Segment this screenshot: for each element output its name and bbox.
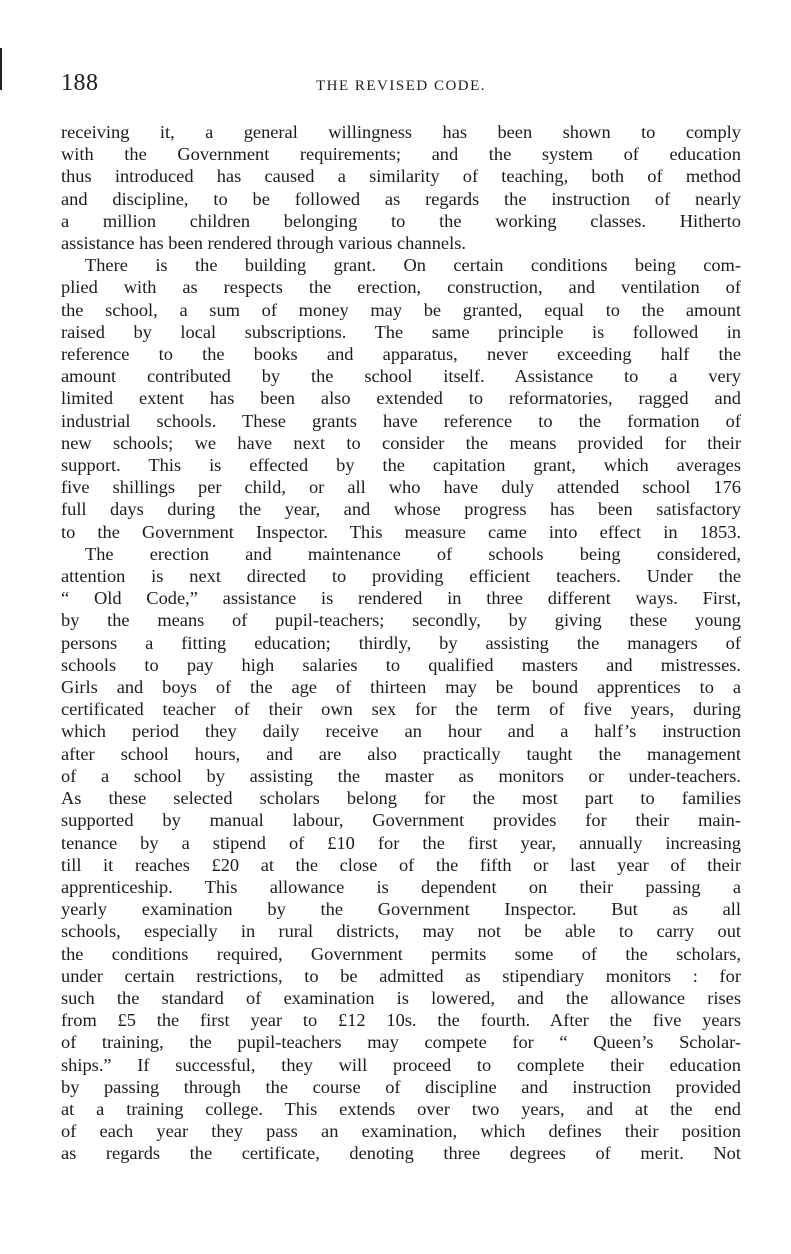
- text-line: with the Government requirements; and the system of education: [61, 144, 741, 165]
- text-line: supported by manual labour, Government provides for their main-: [61, 810, 741, 831]
- body-text: [61, 121, 741, 1165]
- text-line: which period they daily receive an hour and a half’s instruction: [61, 721, 741, 742]
- text-line: by the means of pupil-teachers; secondly, by giving these young: [61, 610, 741, 631]
- page-number: 188: [61, 70, 99, 96]
- book-page: [61, 66, 741, 1164]
- text-line: There is the building grant. On certain conditions being com-: [85, 255, 741, 276]
- text-line: the conditions required, Government permits some of the scholars,: [61, 943, 741, 964]
- text-line: and discipline, to be followed as regards the instruction of nearly: [61, 188, 741, 209]
- binding-edge-rule: [0, 48, 2, 90]
- text-line: after school hours, and are also practically taught the management: [61, 743, 741, 764]
- text-line: industrial schools. These grants have reference to the formation of: [61, 410, 741, 431]
- text-line: The erection and maintenance of schools being considered,: [85, 543, 741, 564]
- text-line: of training, the pupil-teachers may compete for “ Queen’s Scholar-: [61, 1032, 741, 1053]
- text-line: as regards the certificate, denoting three degrees of merit. Not: [61, 1143, 741, 1164]
- text-line: to the Government Inspector. This measure came into effect in 1853.: [61, 521, 741, 542]
- text-line: raised by local subscriptions. The same principle is followed in: [61, 321, 741, 342]
- text-line: under certain restrictions, to be admitted as stipendiary monitors : for: [61, 965, 741, 986]
- text-line: at a training college. This extends over two years, and at the end: [61, 1098, 741, 1119]
- text-line: new schools; we have next to consider the means provided for their: [61, 432, 741, 453]
- text-line: plied with as respects the erection, construction, and ventilation of: [61, 277, 741, 298]
- text-line: receiving it, a general willingness has been shown to comply: [61, 122, 741, 142]
- text-line: by passing through the course of discipline and instruction provided: [61, 1076, 741, 1097]
- page-header: [61, 66, 741, 106]
- text-line: “ Old Code,” assistance is rendered in three different ways. First,: [61, 588, 741, 609]
- text-line: a million children belonging to the working classes. Hitherto: [61, 210, 741, 231]
- text-line: the school, a sum of money may be granted, equal to the amount: [61, 299, 741, 320]
- text-line: of each year they pass an examination, which defines their position: [61, 1121, 741, 1142]
- text-line: tenance by a stipend of £10 for the first year, annually increasing: [61, 832, 741, 853]
- text-line: limited extent has been also extended to reformatories, ragged and: [61, 388, 741, 409]
- text-line: amount contributed by the school itself. Assistance to a very: [61, 366, 741, 387]
- text-line: certificated teacher of their own sex for the term of five years, during: [61, 699, 741, 720]
- text-line: apprenticeship. This allowance is dependent on their passing a: [61, 876, 741, 897]
- text-line: As these selected scholars belong for the most part to families: [61, 788, 741, 809]
- text-line: persons a fitting education; thirdly, by assisting the managers of: [61, 632, 741, 653]
- text-line: of a school by assisting the master as monitors or under-teachers.: [61, 765, 741, 786]
- text-line: attention is next directed to providing efficient teachers. Under the: [61, 566, 741, 587]
- text-line: full days during the year, and whose progress has been satisfactory: [61, 499, 741, 520]
- text-line: support. This is effected by the capitation grant, which averages: [61, 455, 741, 476]
- text-line: thus introduced has caused a similarity of teaching, both of method: [61, 166, 741, 187]
- text-line: ships.” If successful, they will proceed to complete their education: [61, 1054, 741, 1075]
- text-line: five shillings per child, or all who have duly attended school 176: [61, 477, 741, 498]
- running-title: THE REVISED CODE.: [315, 78, 487, 94]
- text-line: schools to pay high salaries to qualified masters and mistresses.: [61, 654, 741, 675]
- text-line: reference to the books and apparatus, never exceeding half the: [61, 344, 741, 365]
- text-line: such the standard of examination is lowered, and the allowance rises: [61, 987, 741, 1008]
- text-line: schools, especially in rural districts, may not be able to carry out: [61, 921, 741, 942]
- text-line: Girls and boys of the age of thirteen may be bound apprentices to a: [61, 677, 741, 698]
- text-line: from £5 the first year to £12 10s. the fourth. After the five years: [61, 1010, 741, 1031]
- text-line: assistance has been rendered through various channels.: [61, 233, 466, 254]
- text-line: yearly examination by the Government Inspector. But as all: [61, 899, 741, 920]
- text-line: till it reaches £20 at the close of the fifth or last year of their: [61, 854, 741, 875]
